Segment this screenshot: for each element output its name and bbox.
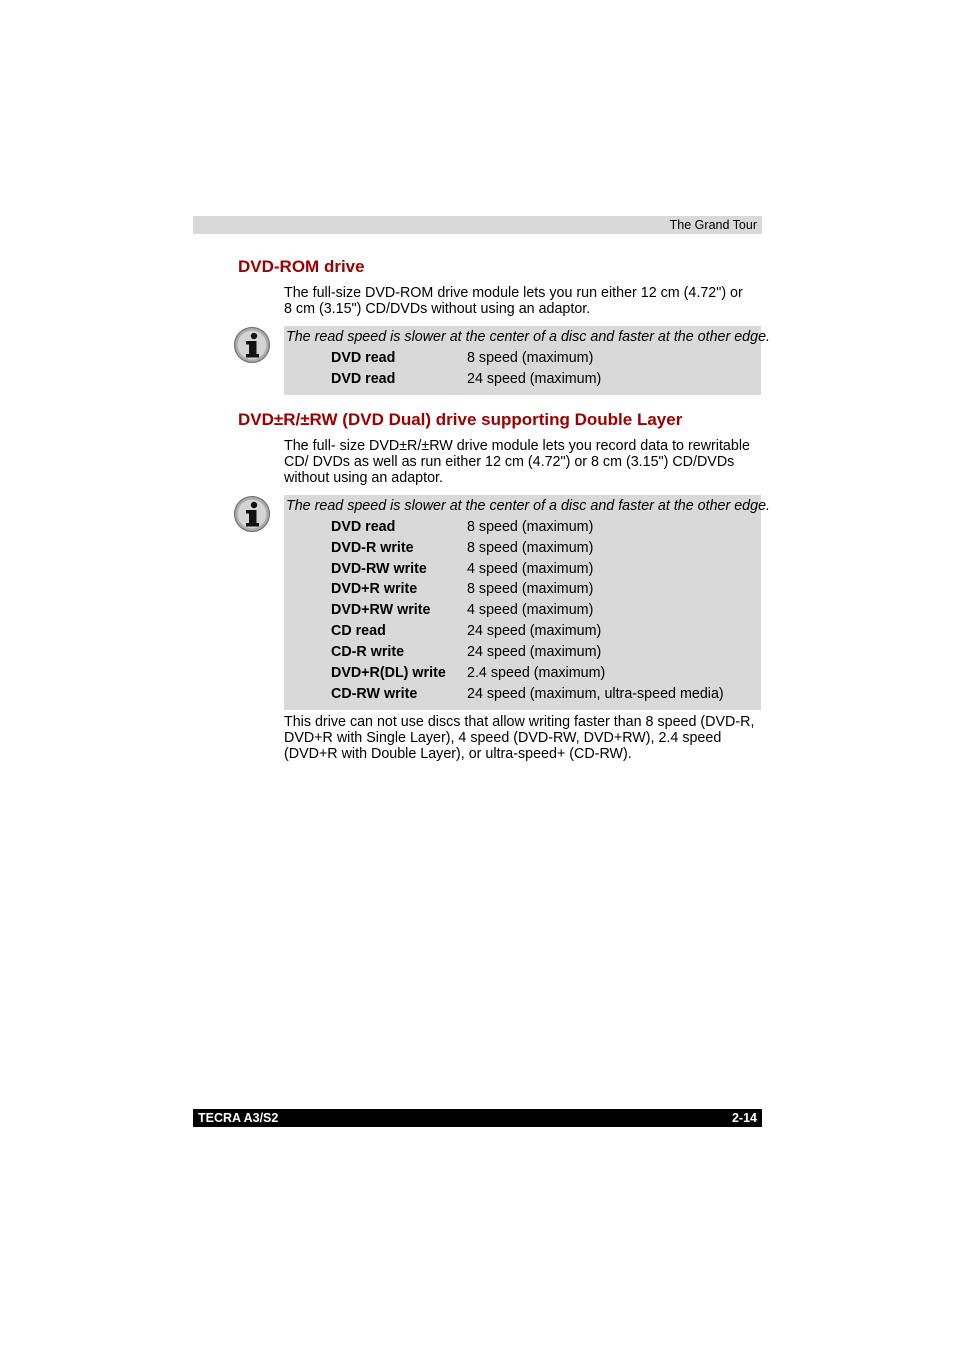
paragraph-line: The full- size DVD±R/±RW drive module lets you record data to rewritable [284,438,750,454]
paragraph-line: without using an adaptor. [284,470,443,486]
note-text: The read speed is slower at the center of a disc and faster at the other edge. [286,498,770,514]
paragraph-line: The full-size DVD-ROM drive module lets you run either 12 cm (4.72") or [284,285,743,301]
spec-value: 24 speed (maximum, ultra-speed media) [467,686,724,702]
note-box-dvd-rom [284,326,770,395]
spec-value: 8 speed (maximum) [467,540,594,556]
spec-label: DVD-R write [331,540,414,556]
footer-page-number: 2-14 [731,1111,757,1125]
header-title: The Grand Tour [669,218,757,232]
spec-label: DVD read [331,350,396,366]
note-box-dvd-dual [284,495,770,710]
section2-closing-paragraph [284,714,762,762]
spec-row [284,686,761,707]
section2-paragraph [284,438,762,486]
spec-row [284,644,761,665]
spec-value: 4 speed (maximum) [467,602,594,618]
spec-value: 8 speed (maximum) [467,350,594,366]
spec-label: CD read [331,623,386,639]
spec-value: 24 speed (maximum) [467,623,602,639]
spec-row [284,581,761,602]
spec-row [284,350,761,371]
spec-label: DVD+RW write [331,602,431,618]
page-footer [193,1109,762,1127]
spec-row [284,665,761,686]
spec-row [284,561,761,582]
spec-value: 8 speed (maximum) [467,581,594,597]
spec-label: CD-R write [331,644,405,660]
footer-model: TECRA A3/S2 [198,1111,279,1125]
spec-row [284,602,761,623]
section-title-dvd-rom: DVD-ROM drive [238,257,365,276]
note-text: The read speed is slower at the center of a disc and faster at the other edge. [286,329,770,345]
spec-label: CD-RW write [331,686,418,702]
paragraph-line: CD/ DVDs as well as run either 12 cm (4.72") or 8 cm (3.15") CD/DVDs [284,454,735,470]
spec-value: 4 speed (maximum) [467,561,594,577]
spec-value: 24 speed (maximum) [467,371,602,387]
section1-paragraph [284,285,762,317]
spec-label: DVD read [331,371,396,387]
paragraph-line: This drive can not use discs that allow writing faster than 8 speed (DVD-R, [284,714,755,730]
paragraph-line: DVD+R with Single Layer), 4 speed (DVD-RW, DVD+RW), 2.4 speed [284,730,722,746]
spec-label: DVD-RW write [331,561,427,577]
spec-label: DVD+R(DL) write [331,665,446,681]
spec-row [284,371,761,392]
info-icon [233,495,271,533]
spec-value: 2.4 speed (maximum) [467,665,606,681]
paragraph-line: 8 cm (3.15") CD/DVDs without using an adaptor. [284,301,591,317]
spec-label: DVD+R write [331,581,418,597]
spec-row [284,540,761,561]
info-icon [233,326,271,364]
spec-row [284,519,761,540]
spec-row [284,623,761,644]
paragraph-line: (DVD+R with Double Layer), or ultra-speed+ (CD-RW). [284,746,632,762]
spec-value: 24 speed (maximum) [467,644,602,660]
page-header [193,216,762,234]
spec-value: 8 speed (maximum) [467,519,594,535]
section-title-dvd-dual: DVD±R/±RW (DVD Dual) drive supporting Double Layer [238,410,683,429]
spec-label: DVD read [331,519,396,535]
